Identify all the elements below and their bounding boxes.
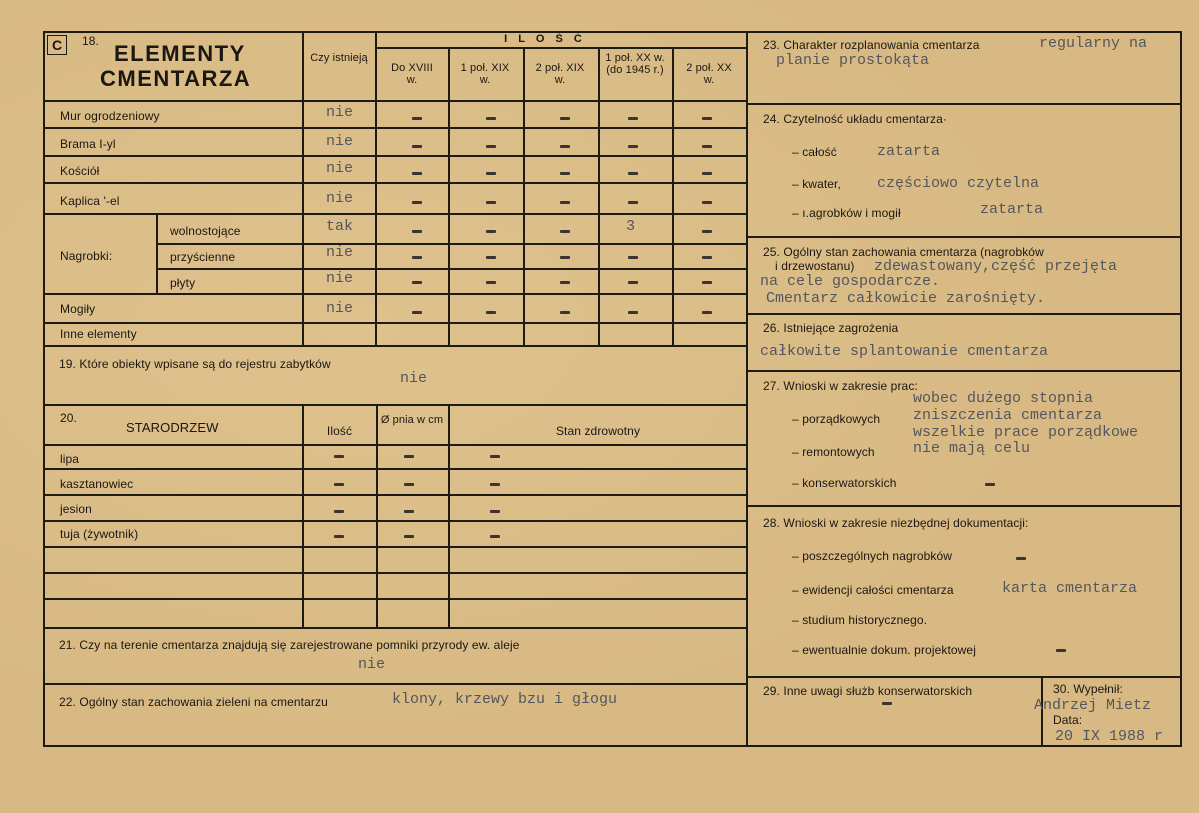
grid-v-p5 <box>672 48 674 346</box>
period-cell-dash <box>560 201 570 204</box>
row-label-slabs: płyty <box>170 276 196 290</box>
s24-item-label: – kwater, <box>792 177 841 191</box>
tree-cell-qty-dash <box>334 535 344 538</box>
s20-header-sep <box>43 444 748 446</box>
s20-col-health: Stan zdrowotny <box>555 424 641 438</box>
tree-cell-health-dash <box>490 455 500 458</box>
s20-col-qty: Ilość <box>326 424 353 438</box>
frame-left <box>43 31 45 746</box>
row-sep <box>43 100 748 102</box>
frame-bottom-left <box>43 745 748 747</box>
s20-row-sep <box>43 468 748 470</box>
period-cell-dash <box>412 256 422 259</box>
period-cell-dash <box>702 230 712 233</box>
period-cell-dash <box>560 172 570 175</box>
s28-item-value-dash <box>1016 557 1026 560</box>
tree-cell-qty-dash <box>334 510 344 513</box>
s28-item-value-dash <box>1056 649 1066 652</box>
period-cell-dash <box>702 117 712 120</box>
period-cell-dash <box>486 256 496 259</box>
period-cell-dash <box>702 201 712 204</box>
s28-item-label: – poszczególnych nagrobków <box>792 549 953 563</box>
period-cell-dash <box>412 201 422 204</box>
exists-value: nie <box>326 160 354 177</box>
s24-item-label: – ı.agrobków i mogił <box>792 206 901 220</box>
exists-value: nie <box>326 104 354 121</box>
row-label-wall: Mur ogrodzeniowy <box>60 109 160 123</box>
s24-item-value: zatarta <box>980 201 1044 218</box>
col-period-4: 1 poł. XX w. (do 1945 r.) <box>605 52 665 76</box>
grid-h-ilosc <box>375 47 747 49</box>
period-cell-dash <box>412 172 422 175</box>
row-sep <box>43 182 748 184</box>
period-cell-dash <box>560 311 570 314</box>
s21-value: nie <box>358 656 386 673</box>
s18-title-1: ELEMENTY <box>114 41 246 66</box>
s27-value-5-dash <box>985 483 995 486</box>
col-period-3: 2 poł. XIX w. <box>535 62 585 86</box>
s19-bottom <box>43 404 748 406</box>
s27-bottom <box>746 505 1182 507</box>
tree-cell-diam-dash <box>404 455 414 458</box>
s19-label: 19. Które obiekty wpisane są do rejestru zabytków <box>59 357 331 371</box>
exists-value: nie <box>326 300 354 317</box>
row-label-chapel: Kaplica '-el <box>60 194 120 208</box>
s25-value-3: Cmentarz całkowicie zarośnięty. <box>766 290 1046 307</box>
row-label-wall-mounted: przyścienne <box>170 250 236 264</box>
s22-value: klony, krzewy bzu i głogu <box>392 691 618 708</box>
s30-date-label: Data: <box>1053 713 1083 727</box>
s29-value-dash <box>882 702 892 705</box>
period-cell-dash <box>702 256 712 259</box>
s20-bottom <box>43 627 748 629</box>
s27-value-3: wszelkie prace porządkowe <box>913 424 1139 441</box>
row-label-other: Inne elementy <box>60 327 137 341</box>
period-cell-dash <box>486 172 496 175</box>
period-cell-dash <box>486 201 496 204</box>
period-cell-dash <box>702 172 712 175</box>
exists-value: nie <box>326 133 354 150</box>
s25-value-1: zdewastowany,część przejęta <box>874 258 1118 275</box>
tree-name: kasztanowiec <box>60 477 134 491</box>
s20-col-diam: Ø pnia w cm <box>380 414 444 426</box>
tree-cell-health-dash <box>490 535 500 538</box>
s30-date: 20 IX 1988 r <box>1055 728 1164 745</box>
frame-middle <box>746 31 748 747</box>
tree-name: tuja (żywotnik) <box>60 527 139 541</box>
period-cell-dash <box>628 256 638 259</box>
s21-bottom <box>43 683 748 685</box>
exists-value: nie <box>326 244 354 261</box>
s27-value-1: wobec dużego stopnia <box>913 390 1094 407</box>
s30-name: Andrzej Mietz <box>1034 697 1152 714</box>
period-cell-dash <box>628 201 638 204</box>
exists-value: nie <box>326 190 354 207</box>
grid-v-p1 <box>375 31 377 346</box>
col-period-5: 2 poł. XX w. <box>686 62 732 86</box>
s20-row-sep <box>43 572 748 574</box>
s21-label: 21. Czy na terenie cmentarza znajdują się zarejestrowane pomniki przyrody ew. aleje <box>59 638 520 652</box>
tree-cell-diam-dash <box>404 510 414 513</box>
row-sep <box>43 293 748 295</box>
tree-cell-qty-dash <box>334 483 344 486</box>
tree-cell-qty-dash <box>334 455 344 458</box>
col-period-1: Do XVIII w. <box>391 62 433 86</box>
tree-name: lipa <box>60 452 80 466</box>
tree-cell-diam-dash <box>404 535 414 538</box>
period-cell-dash <box>628 117 638 120</box>
s26-value: całkowite splantowanie cmentarza <box>760 343 1049 360</box>
s27-value-4: nie mają celu <box>913 440 1031 457</box>
s24-item-value: zatarta <box>877 143 941 160</box>
period-cell-dash <box>628 145 638 148</box>
s24-label: 24. Czytelność układu cmentarza· <box>763 112 947 126</box>
period-cell-dash <box>702 145 712 148</box>
period-cell-dash <box>486 230 496 233</box>
s28-item-value: karta cmentarza <box>1002 580 1138 597</box>
period-cell-dash <box>412 230 422 233</box>
s25-label-1: 25. Ogólny stan zachowania cmentarza (nagrobków <box>763 245 1044 259</box>
frame-right <box>1180 31 1182 747</box>
period-cell-dash <box>628 281 638 284</box>
s20-row-sep <box>43 546 748 548</box>
grid-v-p2 <box>448 48 450 346</box>
s26-label: 26. Istniejące zagrożenia <box>763 321 899 335</box>
s25-label-2: i drzewostanu) <box>775 259 855 273</box>
s20-row-sep <box>43 520 748 522</box>
s22-label: 22. Ogólny stan zachowania zieleni na cmentarzu <box>59 695 328 709</box>
s20-v1 <box>302 406 304 628</box>
period-cell-value: 3 <box>626 218 636 235</box>
grid-v-p3 <box>523 48 525 346</box>
s20-v3 <box>448 406 450 628</box>
period-cell-dash <box>560 256 570 259</box>
s27-label: 27. Wnioski w zakresie prac: <box>763 379 918 393</box>
row-sep <box>43 127 748 129</box>
period-cell-dash <box>412 281 422 284</box>
s27-item: – remontowych <box>792 445 875 459</box>
period-cell-dash <box>560 230 570 233</box>
s28-item-label: – ewidencji całości cmentarza <box>792 583 954 597</box>
tree-name: jesion <box>60 502 92 516</box>
s19-value: nie <box>400 370 428 387</box>
s27-value-2: zniszczenia cmentarza <box>913 407 1103 424</box>
s20-number: 20. <box>60 411 77 425</box>
col-period-2: 1 poł. XIX w. <box>460 62 510 86</box>
period-cell-dash <box>628 172 638 175</box>
s29-label: 29. Inne uwagi służb konserwatorskich <box>763 684 973 698</box>
row-label-church: Kościół <box>60 164 100 178</box>
period-cell-dash <box>486 145 496 148</box>
s23-value-1: regularny na <box>1039 35 1148 52</box>
row-sep <box>156 268 748 270</box>
row-sep <box>43 322 748 324</box>
s27-item: – konserwatorskich <box>792 476 897 490</box>
s30-label: 30. Wypełnił: <box>1053 682 1123 696</box>
s23-label: 23. Charakter rozplanowania cmentarza <box>763 38 980 52</box>
s25-value-2: na cele gospodarcze. <box>760 273 941 290</box>
s24-item-value: częściowo czytelna <box>877 175 1040 192</box>
exists-value: nie <box>326 270 354 287</box>
s26-bottom <box>746 370 1182 372</box>
section-letter: C <box>47 35 67 55</box>
period-cell-dash <box>412 117 422 120</box>
period-cell-dash <box>560 117 570 120</box>
s20-v2 <box>376 406 378 628</box>
row-sep <box>43 155 748 157</box>
s28-label: 28. Wnioski w zakresie niezbędnej dokumentacji: <box>763 516 1029 530</box>
row-label-gate: Brama I-yl <box>60 137 116 151</box>
s25-bottom <box>746 313 1182 315</box>
s28-item-label: – ewentualnie dokum. projektowej <box>792 643 976 657</box>
s24-bottom <box>746 236 1182 238</box>
row-sep <box>43 213 748 215</box>
exists-value: tak <box>326 218 354 235</box>
s20-row-sep <box>43 598 748 600</box>
row-label-graves: Mogiły <box>60 302 96 316</box>
grid-v-p4 <box>598 48 600 346</box>
row-label-freestanding: wolnostojące <box>170 224 241 238</box>
s20-title: STARODRZEW <box>126 420 219 435</box>
s20-row-sep <box>43 494 748 496</box>
col-exists-header: Czy istnieją <box>310 52 368 64</box>
grid-v-exists <box>302 31 304 346</box>
s18-number: 18. <box>82 34 99 48</box>
col-ilosc-header: I L O Ś Ć <box>504 33 586 45</box>
s23-bottom <box>746 103 1182 105</box>
tree-cell-diam-dash <box>404 483 414 486</box>
s24-item-label: – całość <box>792 145 837 159</box>
s28-bottom <box>746 676 1182 678</box>
frame-bottom-right <box>746 745 1182 747</box>
s23-value-2: planie prostokąta <box>776 52 930 69</box>
tree-cell-health-dash <box>490 483 500 486</box>
s18-title-2: CMENTARZA <box>100 66 252 91</box>
period-cell-dash <box>412 311 422 314</box>
period-cell-dash <box>486 311 496 314</box>
period-cell-dash <box>702 281 712 284</box>
period-cell-dash <box>702 311 712 314</box>
period-cell-dash <box>486 281 496 284</box>
s27-item: – porządkowych <box>792 412 881 426</box>
row-sep <box>156 243 748 245</box>
row-sep <box>43 345 748 347</box>
tree-cell-health-dash <box>490 510 500 513</box>
s28-item-label: – studium historycznego. <box>792 613 928 627</box>
period-cell-dash <box>560 281 570 284</box>
grid-v-nagrobki <box>156 213 158 293</box>
period-cell-dash <box>628 311 638 314</box>
period-cell-dash <box>412 145 422 148</box>
row-label-tombs-group: Nagrobki: <box>60 249 113 263</box>
period-cell-dash <box>486 117 496 120</box>
period-cell-dash <box>560 145 570 148</box>
